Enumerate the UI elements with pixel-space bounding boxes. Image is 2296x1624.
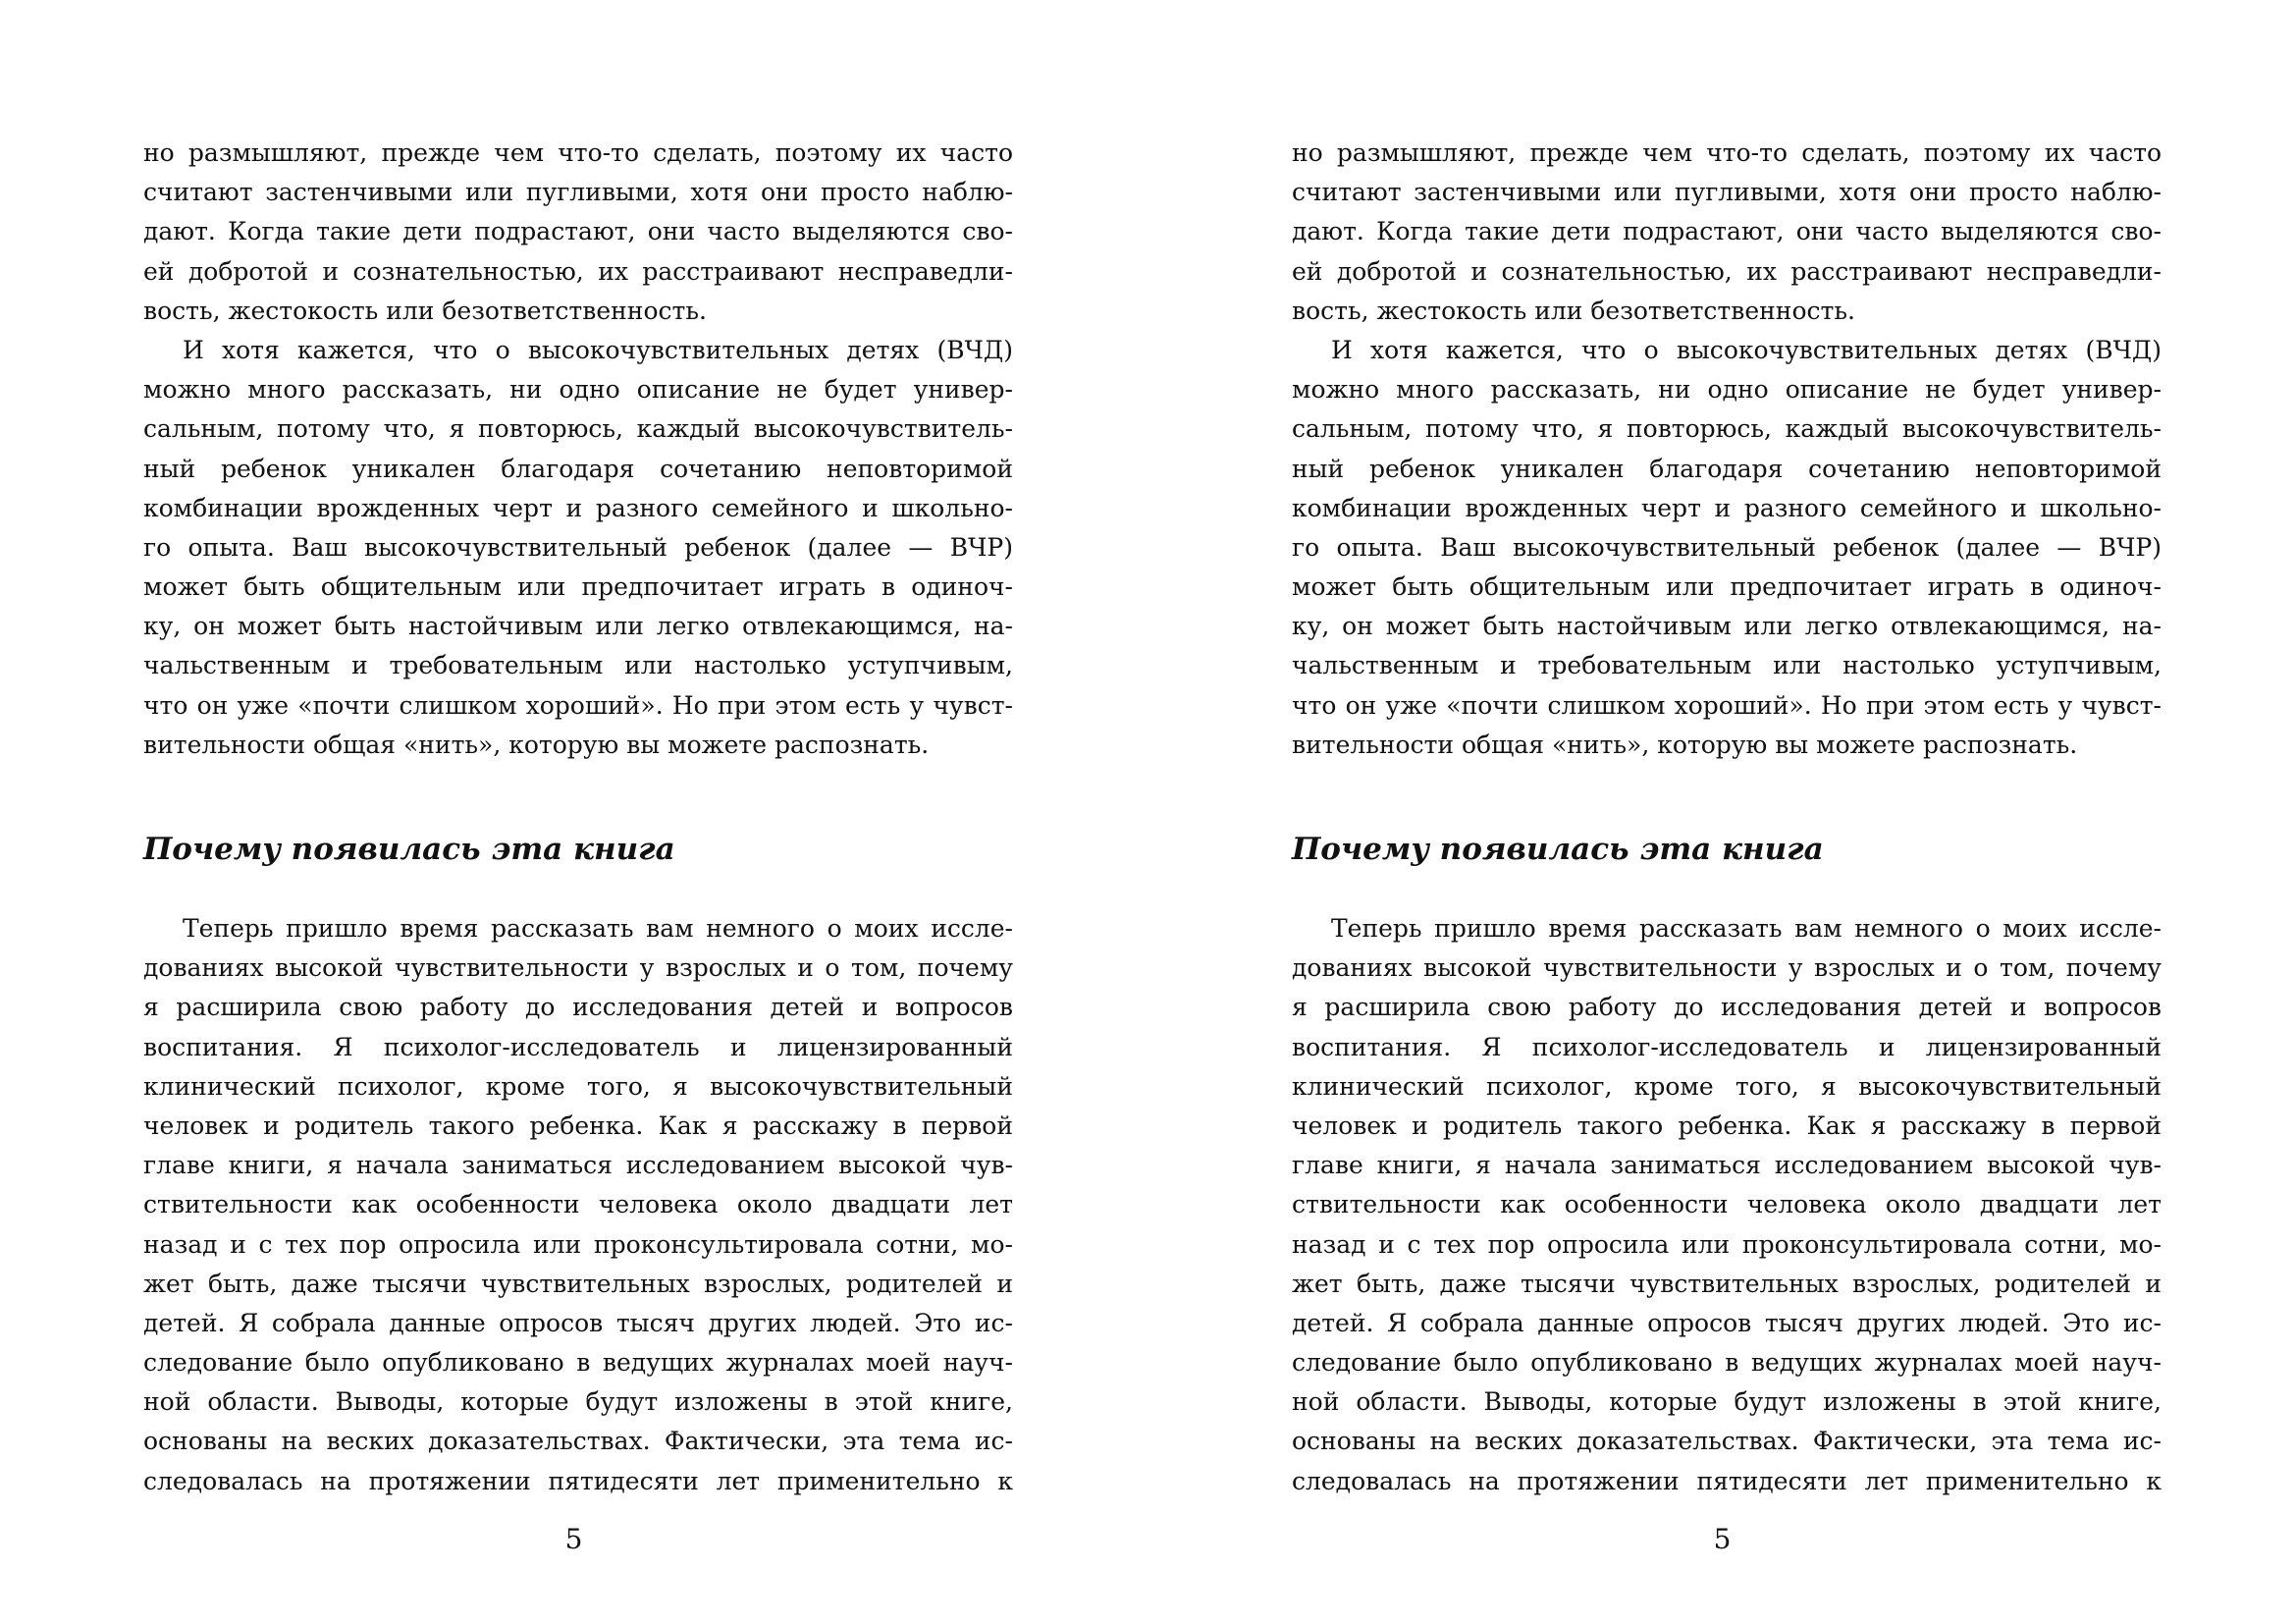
- text-line: человек и родитель такого ребенка. Как я расскажу в первой: [143, 1110, 1013, 1140]
- text-line: воспитания. Я психолог-исследователь и лицензированный: [1292, 1032, 2162, 1061]
- text-line: детей. Я собрала данные опросов тысяч других людей. Это ис-: [1292, 1308, 2162, 1337]
- text-line: что он уже «почти слишком хороший». Но при этом есть у чувст-: [143, 690, 1013, 720]
- text-line: главе книги, я начала заниматься исследованием высокой чув-: [1292, 1151, 2162, 1180]
- text-line: можно много рассказать, ни одно описание не будет универ-: [143, 375, 1013, 405]
- text-line: дованиях высокой чувствительности у взрослых и о том, почему: [1292, 953, 2162, 983]
- text-line: ной области. Выводы, которые будут изложены в этой книге,: [143, 1387, 1013, 1417]
- page-number: 5: [1713, 1523, 1732, 1555]
- section-heading: Почему появилась эта книга: [143, 832, 675, 867]
- text-line: считают застенчивыми или пугливыми, хотя они просто наблю-: [143, 178, 1013, 207]
- page-body: [143, 134, 1013, 1501]
- section-paragraph: [143, 909, 1013, 1501]
- text-line: ствительности как особенности человека около двадцати лет: [1292, 1190, 2162, 1219]
- text-line: жет быть, даже тысячи чувствительных взрослых, родителей и: [143, 1269, 1013, 1298]
- text-line: комбинации врожденных черт и разного семейного и школьно-: [143, 493, 1013, 522]
- text-line: чальственным и требовательным или настолько уступчивым,: [1292, 651, 2162, 680]
- text-line: клинический психолог, кроме того, я высокочувствительный: [1292, 1071, 2162, 1101]
- text-line: вительности общая «нить», которую вы можете распознать.: [1292, 730, 2078, 759]
- text-line: воспитания. Я психолог-исследователь и лицензированный: [143, 1032, 1013, 1061]
- text-line: вительности общая «нить», которую вы можете распознать.: [143, 730, 930, 759]
- text-line: И хотя кажется, что о высокочувствительных детях (ВЧД): [1331, 335, 2162, 364]
- text-line: следование было опубликовано в ведущих журналах моей науч-: [1292, 1348, 2162, 1378]
- text-line: вость, жестокость или безответственность.: [143, 296, 707, 325]
- text-line: следовалась на протяжении пятидесяти лет применительно к: [143, 1466, 1013, 1495]
- text-line: ку, он может быть настойчивым или легко отвлекающимся, на-: [1292, 612, 2162, 641]
- text-line: ей добротой и сознательностью, их расстраивают несправедли-: [143, 256, 1013, 286]
- text-line: следование было опубликовано в ведущих журналах моей науч-: [143, 1348, 1013, 1378]
- text-line: детей. Я собрала данные опросов тысяч других людей. Это ис-: [143, 1308, 1013, 1337]
- paragraph-1: [143, 134, 1013, 331]
- section-heading: Почему появилась эта книга: [1292, 832, 1824, 867]
- text-line: основаны на веских доказательствах. Фактически, эта тема ис-: [1292, 1427, 2162, 1456]
- section-paragraph: [1292, 909, 2162, 1501]
- text-line: я расширила свою работу до исследования детей и вопросов: [143, 993, 1013, 1022]
- text-line: Теперь пришло время рассказать вам немного о моих иссле-: [183, 914, 1013, 943]
- text-line: дованиях высокой чувствительности у взрослых и о том, почему: [143, 953, 1013, 983]
- text-line: ной области. Выводы, которые будут изложены в этой книге,: [1292, 1387, 2162, 1417]
- text-line: ный ребенок уникален благодаря сочетанию неповторимой: [1292, 454, 2162, 483]
- text-line: комбинации врожденных черт и разного семейного и школьно-: [1292, 493, 2162, 522]
- text-line: жет быть, даже тысячи чувствительных взрослых, родителей и: [1292, 1269, 2162, 1298]
- text-line: ку, он может быть настойчивым или легко отвлекающимся, на-: [143, 612, 1013, 641]
- text-line: го опыта. Ваш высокочувствительный ребенок (далее — ВЧР): [143, 532, 1013, 562]
- text-line: ный ребенок уникален благодаря сочетанию неповторимой: [143, 454, 1013, 483]
- text-line: ей добротой и сознательностью, их расстраивают несправедли-: [1292, 256, 2162, 286]
- text-line: вость, жестокость или безответственность.: [1292, 296, 1855, 325]
- text-line: сальным, потому что, я повторюсь, каждый высокочувствитель-: [1292, 414, 2162, 444]
- text-line: я расширила свою работу до исследования детей и вопросов: [1292, 993, 2162, 1022]
- paragraph-1: [1292, 134, 2162, 331]
- text-line: ствительности как особенности человека около двадцати лет: [143, 1190, 1013, 1219]
- text-line: назад и с тех пор опросила или проконсультировала сотни, мо-: [143, 1229, 1013, 1259]
- paragraph-2: [1292, 331, 2162, 765]
- text-line: может быть общительным или предпочитает играть в одиноч-: [1292, 572, 2162, 602]
- text-line: следовалась на протяжении пятидесяти лет применительно к: [1292, 1466, 2162, 1495]
- page-number: 5: [564, 1523, 583, 1555]
- text-line: человек и родитель такого ребенка. Как я расскажу в первой: [1292, 1110, 2162, 1140]
- text-line: но размышляют, прежде чем что-то сделать, поэтому их часто: [143, 138, 1013, 167]
- text-line: основаны на веских доказательствах. Фактически, эта тема ис-: [143, 1427, 1013, 1456]
- text-line: главе книги, я начала заниматься исследованием высокой чув-: [143, 1151, 1013, 1180]
- text-line: И хотя кажется, что о высокочувствительных детях (ВЧД): [183, 335, 1013, 364]
- text-line: что он уже «почти слишком хороший». Но при этом есть у чувст-: [1292, 690, 2162, 720]
- text-line: считают застенчивыми или пугливыми, хотя они просто наблю-: [1292, 178, 2162, 207]
- text-line: чальственным и требовательным или настолько уступчивым,: [143, 651, 1013, 680]
- text-line: назад и с тех пор опросила или проконсультировала сотни, мо-: [1292, 1229, 2162, 1259]
- paragraph-2: [143, 331, 1013, 765]
- text-line: клинический психолог, кроме того, я высокочувствительный: [143, 1071, 1013, 1101]
- text-line: сальным, потому что, я повторюсь, каждый высокочувствитель-: [143, 414, 1013, 444]
- text-line: дают. Когда такие дети подрастают, они часто выделяются сво-: [143, 217, 1013, 246]
- text-line: Теперь пришло время рассказать вам немного о моих иссле-: [1331, 914, 2162, 943]
- text-line: го опыта. Ваш высокочувствительный ребенок (далее — ВЧР): [1292, 532, 2162, 562]
- page-body: [1292, 134, 2162, 1501]
- text-line: может быть общительным или предпочитает играть в одиноч-: [143, 572, 1013, 602]
- text-line: дают. Когда такие дети подрастают, они часто выделяются сво-: [1292, 217, 2162, 246]
- text-line: но размышляют, прежде чем что-то сделать, поэтому их часто: [1292, 138, 2162, 167]
- right-page: [1148, 0, 2296, 1624]
- text-line: можно много рассказать, ни одно описание не будет универ-: [1292, 375, 2162, 405]
